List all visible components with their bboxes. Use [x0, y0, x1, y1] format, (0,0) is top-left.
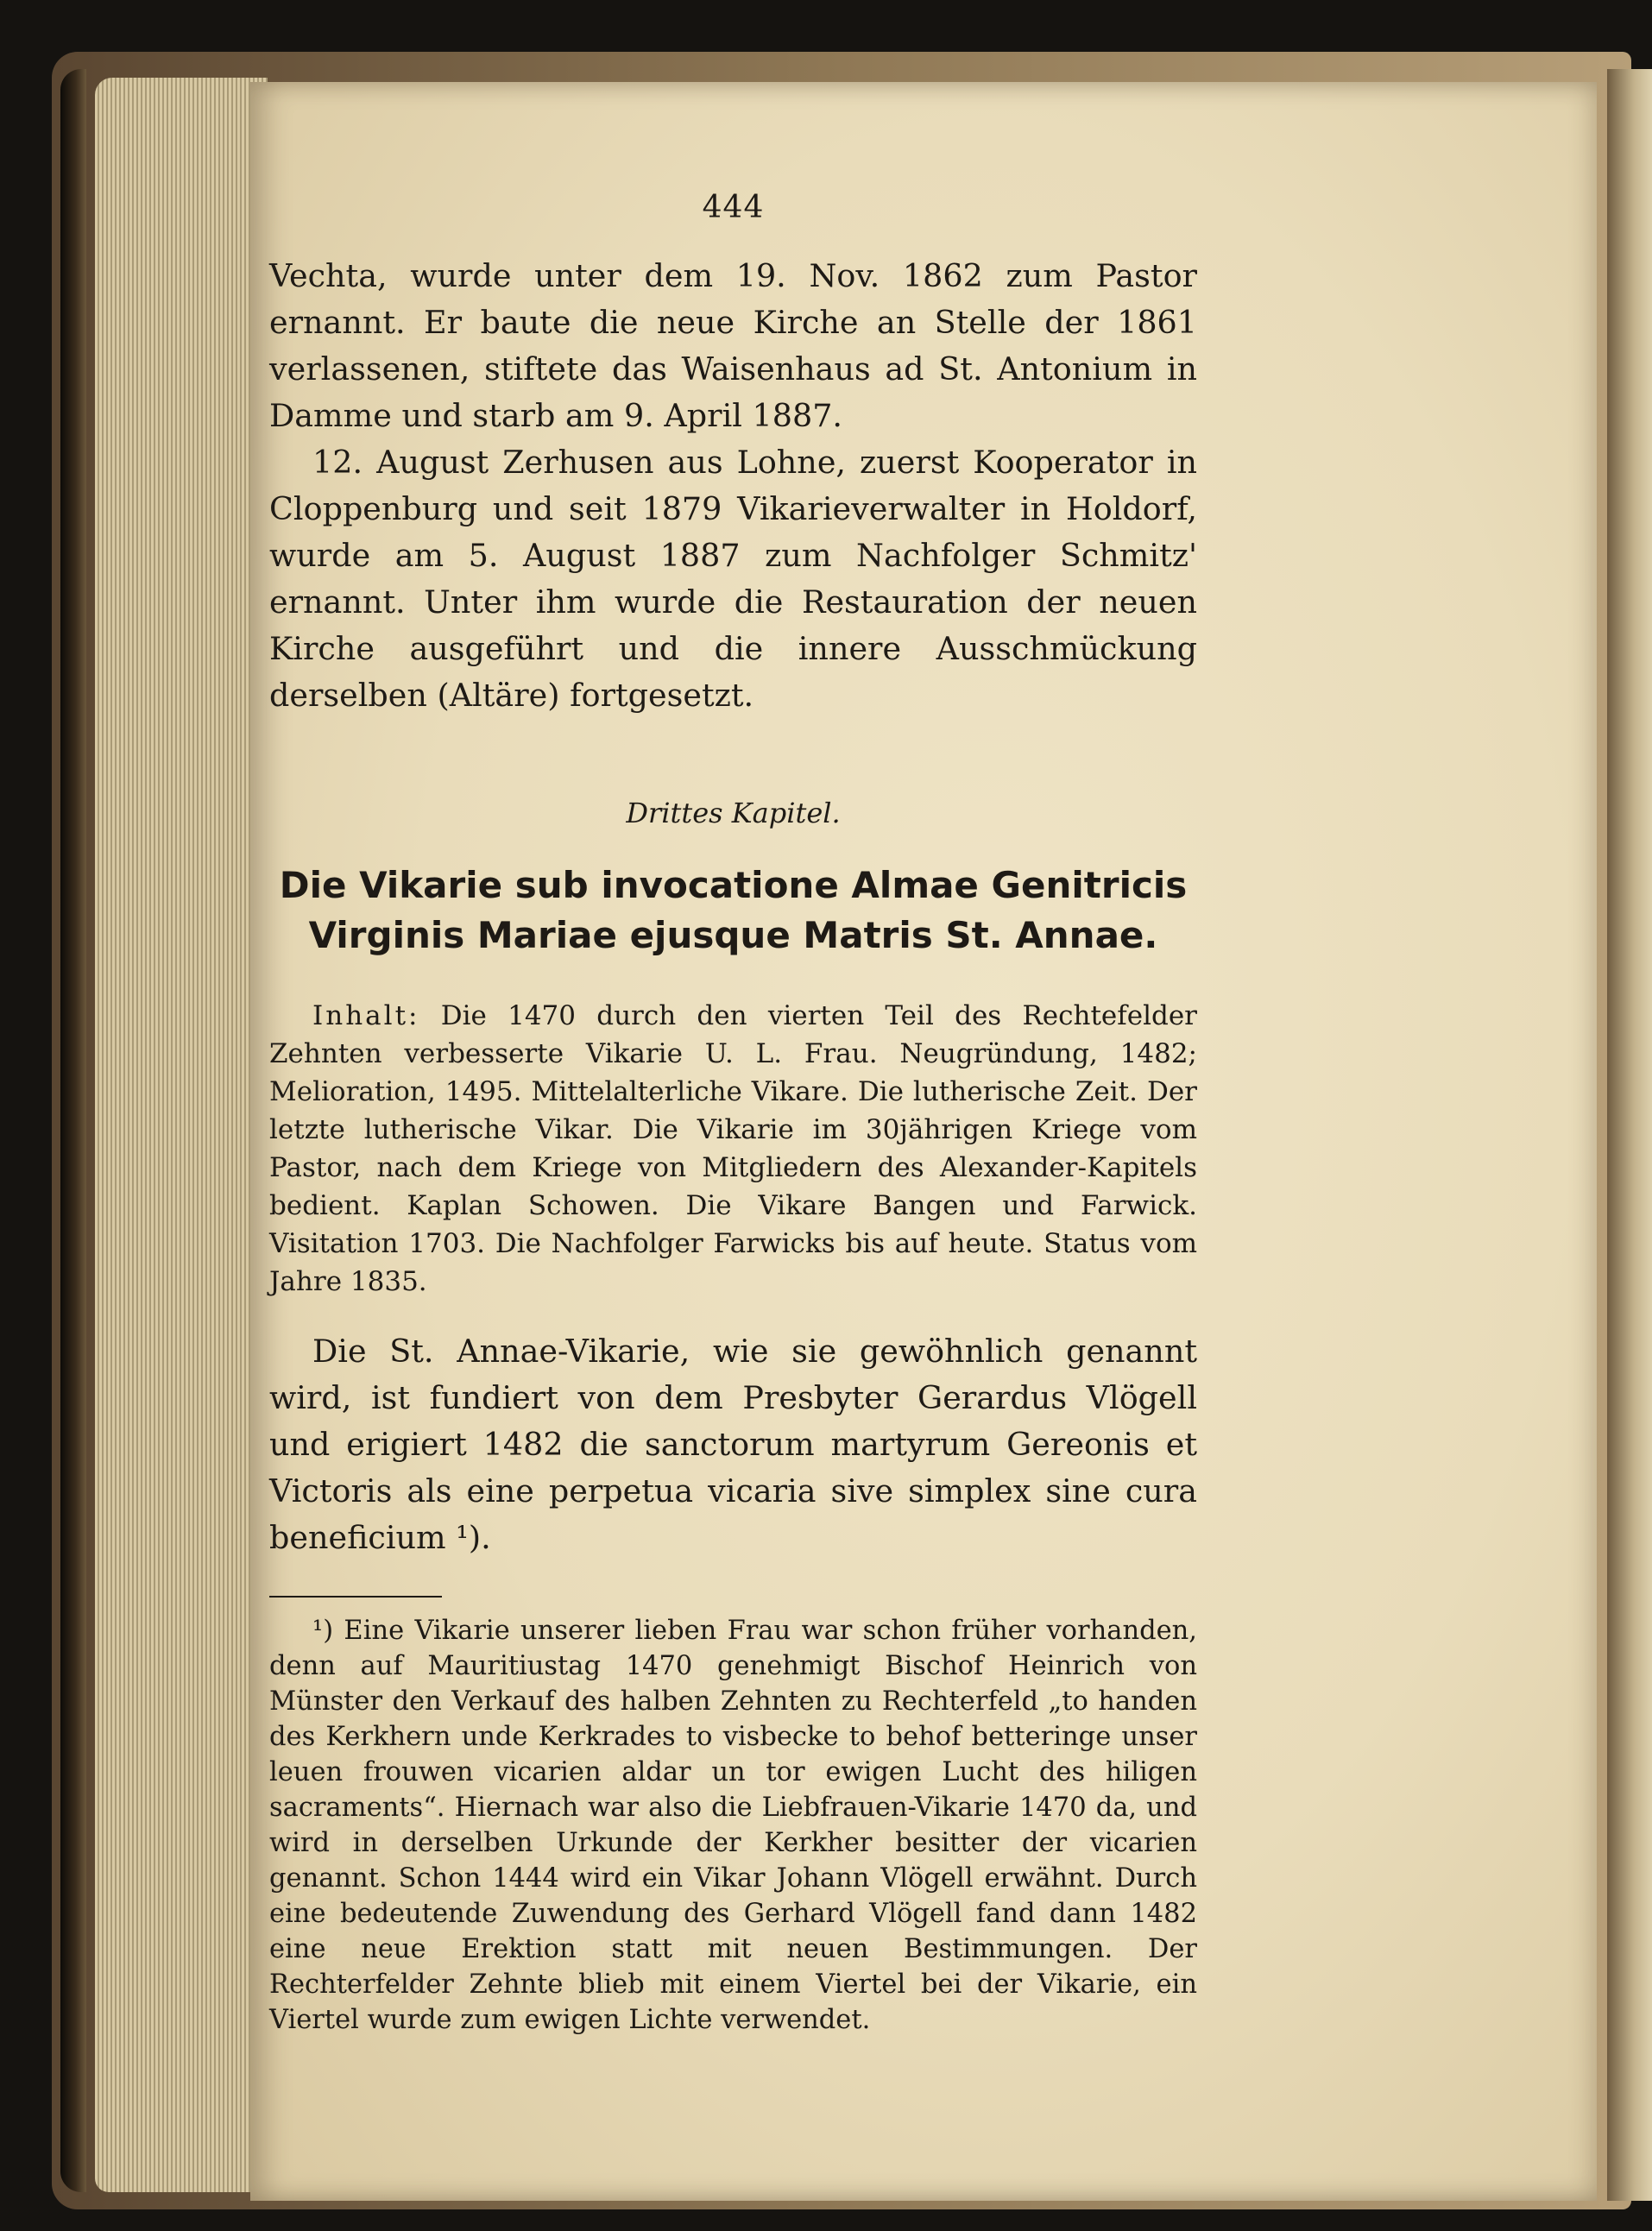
- chapter-heading: Drittes Kapitel.: [626, 797, 841, 829]
- paragraph-annae-vikarie: Die St. Annae-Vikarie, wie sie gewöhnlich genannt wird, ist fundiert von dem Presbyter Gerardus Vlögell und erigiert 1482 die sanctorum martyrum Gereonis et Victoris als eine perpetua vicaria sive simplex sine cura beneficium ¹).: [269, 1333, 1197, 1556]
- section-title: [269, 860, 1197, 961]
- page-edges: [95, 78, 268, 2192]
- page-number: 444: [702, 190, 765, 225]
- contents-label: Inhalt:: [312, 1000, 420, 1031]
- section-title-line-1: Die Vikarie sub invocatione Almae Genitricis: [279, 864, 1188, 906]
- section-title-line-2: Virginis Mariae ejusque Matris St. Annae.: [308, 914, 1158, 956]
- paragraph-continuation: Vechta, wurde unter dem 19. Nov. 1862 zum Pastor ernannt. Er baute die neue Kirche an Stelle der 1861 verlassenen, stiftete das Waisenhaus ad St. Antonium in Damme und starb am 9. April 1887.: [269, 257, 1197, 434]
- paragraph-zerhusen: 12. August Zerhusen aus Lohne, zuerst Kooperator in Cloppenburg und seit 1879 Vikarieverwalter in Holdorf, wurde am 5. August 1887 zum Nachfolger Schmitz' ernannt. Unter ihm wurde die Restauration der neuen Kirche ausgeführt und die innere Ausschmückung derselben (Altäre) fortgesetzt.: [269, 444, 1197, 714]
- facing-page-edge: [1607, 69, 1652, 2201]
- contents-text: Die 1470 durch den vierten Teil des Rechtefelder Zehnten verbesserte Vikarie U. L. Frau. Neugründung, 1482; Melioration, 1495. Mittelalterliche Vikare. Die lutherische Zeit. Der letzte lutherische Vikar. Die Vikarie im 30jährigen Kriege vom Pastor, nach dem Kriege von Mitgliedern des Alexander-Kapitels bedient. Kaplan Schowen. Die Vikare Bangen und Farwick. Visitation 1703. Die Nachfolger Farwicks bis auf heute. Status vom Jahre 1835.: [269, 1000, 1198, 1297]
- book-spine-edge: [60, 69, 86, 2192]
- footnote-rule: [269, 1596, 442, 1598]
- contents-summary: [269, 997, 1197, 1301]
- footnote: ¹) Eine Vikarie unserer lieben Frau war schon früher vorhanden, denn auf Mauritiustag 1470 genehmigt Bischof Heinrich von Münster den Verkauf des halben Zehnten zu Rechterfeld „to handen des Kerkhern unde Kerkrades to visbecke to behof betteringe unser leuen frouwen vicarien aldar un tor ewigen Lucht des hiligen sacraments“. Hiernach war also die Liebfrauen-Vikarie 1470 da, und wird in derselben Urkunde der Kerkher besitter der vicarien genannt. Schon 1444 wird ein Vikar Johann Vlögell erwähnt. Durch eine bedeutende Zuwendung des Gerhard Vlögell fand dann 1482 eine neue Erektion statt mit neuen Bestimmungen. Der Rechterfelder Zehnte blieb mit einem Viertel bei der Vikarie, ein Viertel wurde zum ewigen Lichte verwendet.: [269, 1616, 1197, 2035]
- page-content: [269, 190, 1197, 2038]
